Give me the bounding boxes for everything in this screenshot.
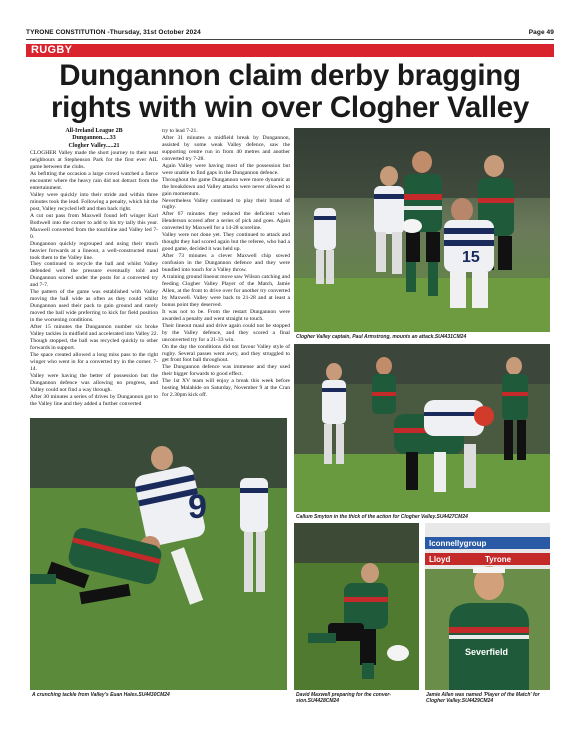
paragraph: CLOGHER Valley made the short journey to their neat neighbours at Stephenson Park for the first ever AIL game between the clubs. (30, 150, 158, 171)
paragraph: After 15 minutes the Dungannon number six broke Valley tackles in midfield and accelerated into Valley 22. Though stopped, the ball was recycled quickly to other forwards in support. (30, 324, 158, 351)
paragraph: Again Valley were having most of the possession but were unable to find gaps in the Dungannon defence. (162, 162, 290, 176)
paragraph: The pattern of the game was established with Valley moving the ball wide as often as they could whilst Dungannon used their pack to gain ground and rarely moved the ball wide preferring to kick for field position in the worsening conditions. (30, 289, 158, 324)
photo-caption-allen: Jamie Allen was named 'Player of the Match' for Clogher Valley.SU4429CM24 (426, 692, 540, 704)
headline (26, 60, 554, 124)
section-label: RUGBY (31, 44, 73, 56)
photo-caption-captain: Clogher Valley captain, Paul Armstrong, mounts an attack.SU4431CM24 (296, 334, 467, 340)
paragraph: Throughout the game Dungannon were more dynamic at the breakdown and Valley attacks were never allowed to gain momentum. (162, 176, 290, 197)
paragraph: A training ground lineout move saw Wilson catching and feeding Clogher Valley Player of the Match, Jamie Allen, at the front to drive over for another try converted by Maxwell. Valley were back to 21-28 and at least a bonus point they deserved. (162, 274, 290, 308)
paragraph: Dungannon quickly regrouped and using their much heavier forwards at a lineout, a well-constructed maul took them to the Valley line. (30, 240, 158, 261)
photo-maxwell-conversion (294, 523, 419, 690)
advertising-board-3: Tyrone (485, 555, 512, 564)
paragraph: After 30 minutes a series of drives by Dungannon got to the Valley line and they added a further converted (30, 393, 158, 407)
publication-dateline: TYRONE CONSTITUTION -Thursday, 31st October 2024 (26, 29, 201, 36)
league-name: All-Ireland League 2B (65, 128, 123, 134)
paragraph: After 31 minutes a midfield break by Dungannon, assisted by some weak Valley defence, saw the supporting centre run in from 40 metres and another converted try 7-28. (162, 134, 290, 162)
paragraph: They continued to recycle the ball and whilst Valley defended well the pressure eventually told and Dungannon scored under the posts for a converted try and 7-7. (30, 261, 158, 289)
photo-smyton-action (294, 344, 550, 512)
photo-jamie-allen (425, 523, 550, 690)
advertising-board-1: Iconnellygroup (429, 539, 487, 548)
away-score: Clogher Valley.....21 (68, 142, 120, 149)
photo-crunching-tackle (30, 418, 287, 690)
paragraph: The space created allowed a long miss pass to the right winger who went in for a converted try in the corner. 7-14. (30, 351, 158, 372)
paragraph: Their lineout maul and drive again could not be stopped by the Valley defence, and they scored a final unconverted try for a 21-33 win. (162, 322, 290, 343)
paragraph: Valley were having the better of possession but the Dungannon defence was allowing no progress, and Valley could not find a way through. (30, 372, 158, 393)
headline-line-1: Dungannon claim derby bragging (59, 59, 521, 92)
paragraph: On the day the conditions did not favour Valley style of rugby. Several passes went awry, and they struggled to get front foot ball throughout. (162, 343, 290, 364)
paragraph: As befitting the occasion a large crowd watched a fierce encounter where the heavy rain did not detract from the entertainment. (30, 171, 158, 191)
photo-captain-attack (294, 128, 550, 332)
paragraph: Valley were quickly into their stride and within three minutes took the lead. Following a penalty, which hit the post, Valley recycled left and then back right. (30, 191, 158, 212)
paragraph: A cut out pass from Maxwell found left winger Karl Bothwell into the corner to add to his try tally this year. Maxwell converted from the touchline and Valley led 7-0. (30, 212, 158, 240)
jersey-number: 9 (188, 488, 207, 526)
section-banner (26, 44, 554, 57)
shirt-sponsor: Severfield (465, 647, 509, 657)
photo-caption-smyton: Callum Smyton in the thick of the action for Clogher Valley.SU4427CM24 (296, 514, 468, 520)
photo-caption-tackle: A crunching tackle from Valley's Euan Hales.SU4430CM24 (32, 692, 170, 698)
headline-line-2: rights with win over Clogher Valley (51, 91, 529, 124)
paragraph: Valley were not done yet. They continued to attack and thought they had scored again but the referee, who had a good game, decided it was held up. (162, 232, 290, 253)
page-number: Page 49 (528, 29, 554, 36)
paragraph: After 67 minutes they reduced the deficient when Henderson scored after a series of pick and goes. Again converted by Maxwell for a 14-28 scoreline. (162, 211, 290, 232)
advertising-board-2: Lloyd (429, 555, 451, 564)
paragraph: The Dungannon defence was immense and they used their bigger forwards to good effect. (162, 364, 290, 378)
page-header (26, 26, 554, 40)
article-column-1 (30, 128, 158, 407)
scoreline (30, 128, 158, 150)
paragraph: It was not to be. From the restart Dungannon were awarded a penalty and went straight to touch. (162, 308, 290, 322)
jersey-number: 15 (462, 249, 480, 266)
photo-caption-maxwell: David Maxwell preparing for the conver-sion.SU4428CM24 (296, 692, 392, 704)
home-score: Dungannon.....33 (72, 135, 116, 142)
article-column-2 (162, 128, 290, 399)
paragraph: Nevertheless Valley continued to play their brand of rugby. (162, 197, 290, 211)
paragraph: try to lead 7-21. (162, 128, 198, 134)
paragraph: After 73 minutes a clever Maxwell chip sowed confusion in the Dungannon defence and they were bundled into touch for a Valley throw. (162, 253, 290, 274)
paragraph: The 1st XV team will enjoy a break this week before hosting Malahide on Saturday, November 9 at the Cran for 2.30pm kick off. (162, 378, 290, 399)
